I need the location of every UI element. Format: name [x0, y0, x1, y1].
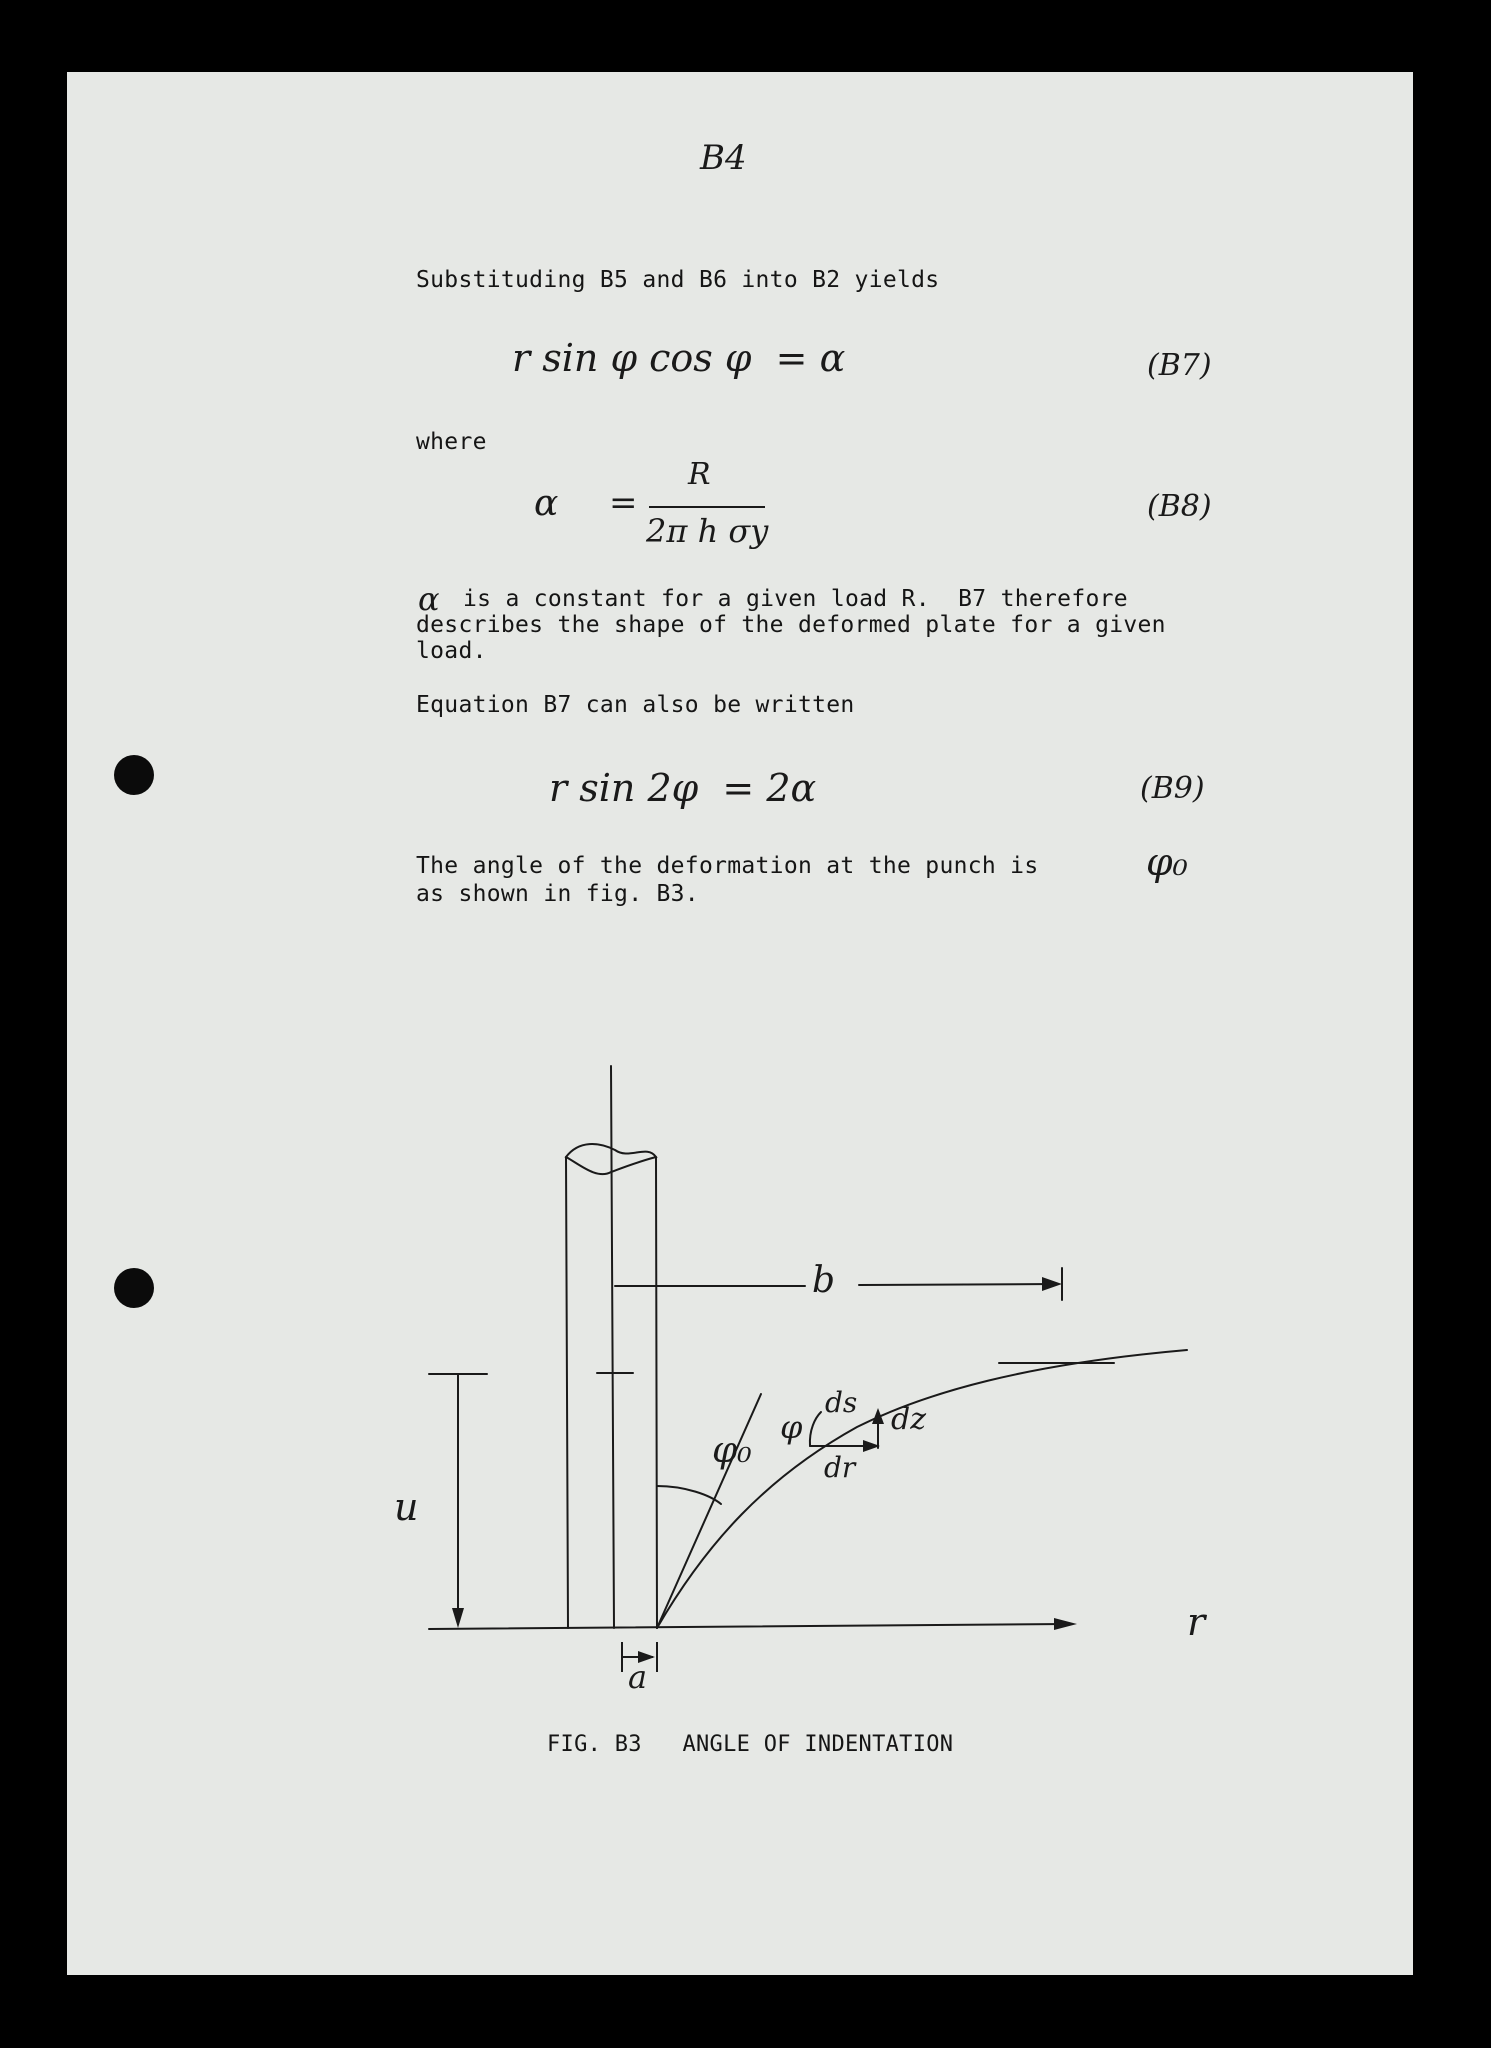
- label-dz: dz: [891, 1402, 927, 1437]
- label-dr: dr: [824, 1451, 856, 1484]
- page-number: B4: [700, 138, 747, 178]
- label-phi: φ: [780, 1408, 803, 1446]
- b-arrowhead: [1042, 1277, 1062, 1291]
- equation-b8-equals: =: [609, 483, 638, 523]
- figure-b3-diagram: [67, 72, 1413, 1975]
- equation-b8-denominator: 2π h σy: [646, 512, 769, 550]
- paragraph-equation-b7: Equation B7 can also be written: [416, 692, 855, 718]
- figure-caption: FIG. B3 ANGLE OF INDENTATION: [547, 1732, 954, 1757]
- punch-left-edge: [566, 1157, 568, 1628]
- label-a: a: [628, 1658, 648, 1696]
- label-b: b: [812, 1260, 836, 1301]
- phi0-symbol: φ₀: [1146, 840, 1188, 884]
- deformed-plate-curve: [657, 1350, 1187, 1628]
- u-arrowhead: [452, 1608, 464, 1628]
- document-page: [67, 72, 1413, 1975]
- baseline: [429, 1624, 1067, 1629]
- punch-right-edge: [656, 1157, 657, 1628]
- phi0-arc: [657, 1486, 721, 1504]
- alpha-symbol: α: [418, 580, 440, 618]
- paragraph-alpha-line2: describes the shape of the deformed plate for a given: [416, 612, 1166, 638]
- b-dimension-line-right: [859, 1284, 1057, 1285]
- equation-b7: r sin φ cos φ = α: [512, 336, 846, 380]
- label-u: u: [394, 1485, 419, 1529]
- equation-number-b9: (B9): [1140, 771, 1205, 806]
- equation-b8-lhs: α: [534, 483, 559, 524]
- equation-b8-numerator: R: [688, 457, 711, 492]
- paragraph-substituting: Substituding B5 and B6 into B2 yields: [416, 267, 940, 293]
- r-arrowhead: [1054, 1618, 1077, 1630]
- phi-arc: [810, 1412, 821, 1446]
- paragraph-alpha-line3: load.: [416, 638, 487, 664]
- equation-number-b8: (B8): [1147, 489, 1212, 524]
- label-phi0: φ₀: [712, 1430, 752, 1471]
- equation-b9: r sin 2φ = 2α: [549, 766, 817, 810]
- equation-number-b7: (B7): [1147, 348, 1212, 383]
- paragraph-angle-line1: The angle of the deformation at the punch is: [416, 853, 1039, 879]
- paragraph-alpha-line1: is a constant for a given load R. B7 therefore: [463, 586, 1128, 612]
- label-ds: ds: [825, 1386, 858, 1419]
- where-label: where: [416, 429, 487, 455]
- label-r: r: [1187, 1600, 1206, 1644]
- paragraph-angle-line2: as shown in fig. B3.: [416, 881, 699, 907]
